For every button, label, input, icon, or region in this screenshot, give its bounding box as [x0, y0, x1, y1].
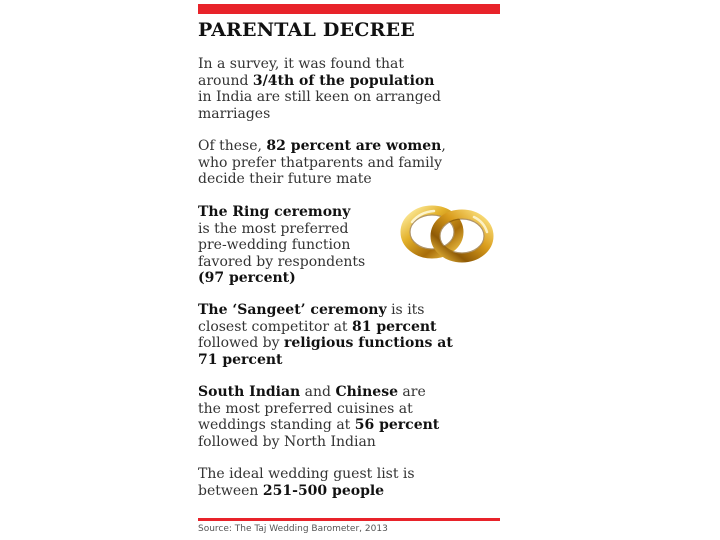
top-accent-bar	[198, 4, 500, 14]
women-paragraph: Of these, 82 percent are women, who prefer thatparents and family decide their future mate	[198, 138, 446, 187]
bottom-divider	[198, 518, 500, 521]
infographic-card	[198, 0, 502, 540]
guest-list-stat: 251-500 people	[262, 482, 385, 499]
chinese-label: Chinese	[335, 384, 398, 400]
south-indian-label: South Indian	[198, 384, 301, 400]
sangeet-stat: 81 percent	[352, 318, 437, 335]
sangeet-paragraph: The ‘Sangeet’ ceremony is its closest competitor at 81 percent followed by religious functions at 71 percent	[198, 302, 453, 368]
guest-list-paragraph: The ideal wedding guest list is between 251-500 people	[198, 466, 415, 499]
religious-functions-stat: 71 percent	[198, 351, 283, 368]
ring-ceremony-paragraph: The Ring ceremony is the most preferred pre-wedding function favored by respondents (97 percent)	[198, 204, 366, 286]
ring-ceremony-stat: (97 percent)	[198, 270, 296, 286]
infographic-title: PARENTAL DECREE	[198, 19, 415, 41]
wedding-rings-icon	[398, 198, 498, 268]
population-stat: 3/4th of the population	[252, 72, 435, 89]
cuisine-stat: 56 percent	[354, 417, 440, 433]
religious-functions-label: religious functions at	[284, 335, 453, 351]
survey-paragraph: In a survey, it was found that around 3/4th of the population in India are still keen on arranged marriages	[198, 56, 441, 122]
cuisine-paragraph: South Indian and Chinese are the most preferred cuisines at weddings standing at 56 percent followed by North Indian	[198, 384, 440, 450]
sangeet-label: The ‘Sangeet’ ceremony	[198, 302, 387, 318]
ring-ceremony-label: The Ring ceremony	[198, 204, 351, 220]
women-stat: 82 percent are women	[266, 138, 442, 154]
source-credit: Source: The Taj Wedding Barometer, 2013	[198, 524, 388, 534]
